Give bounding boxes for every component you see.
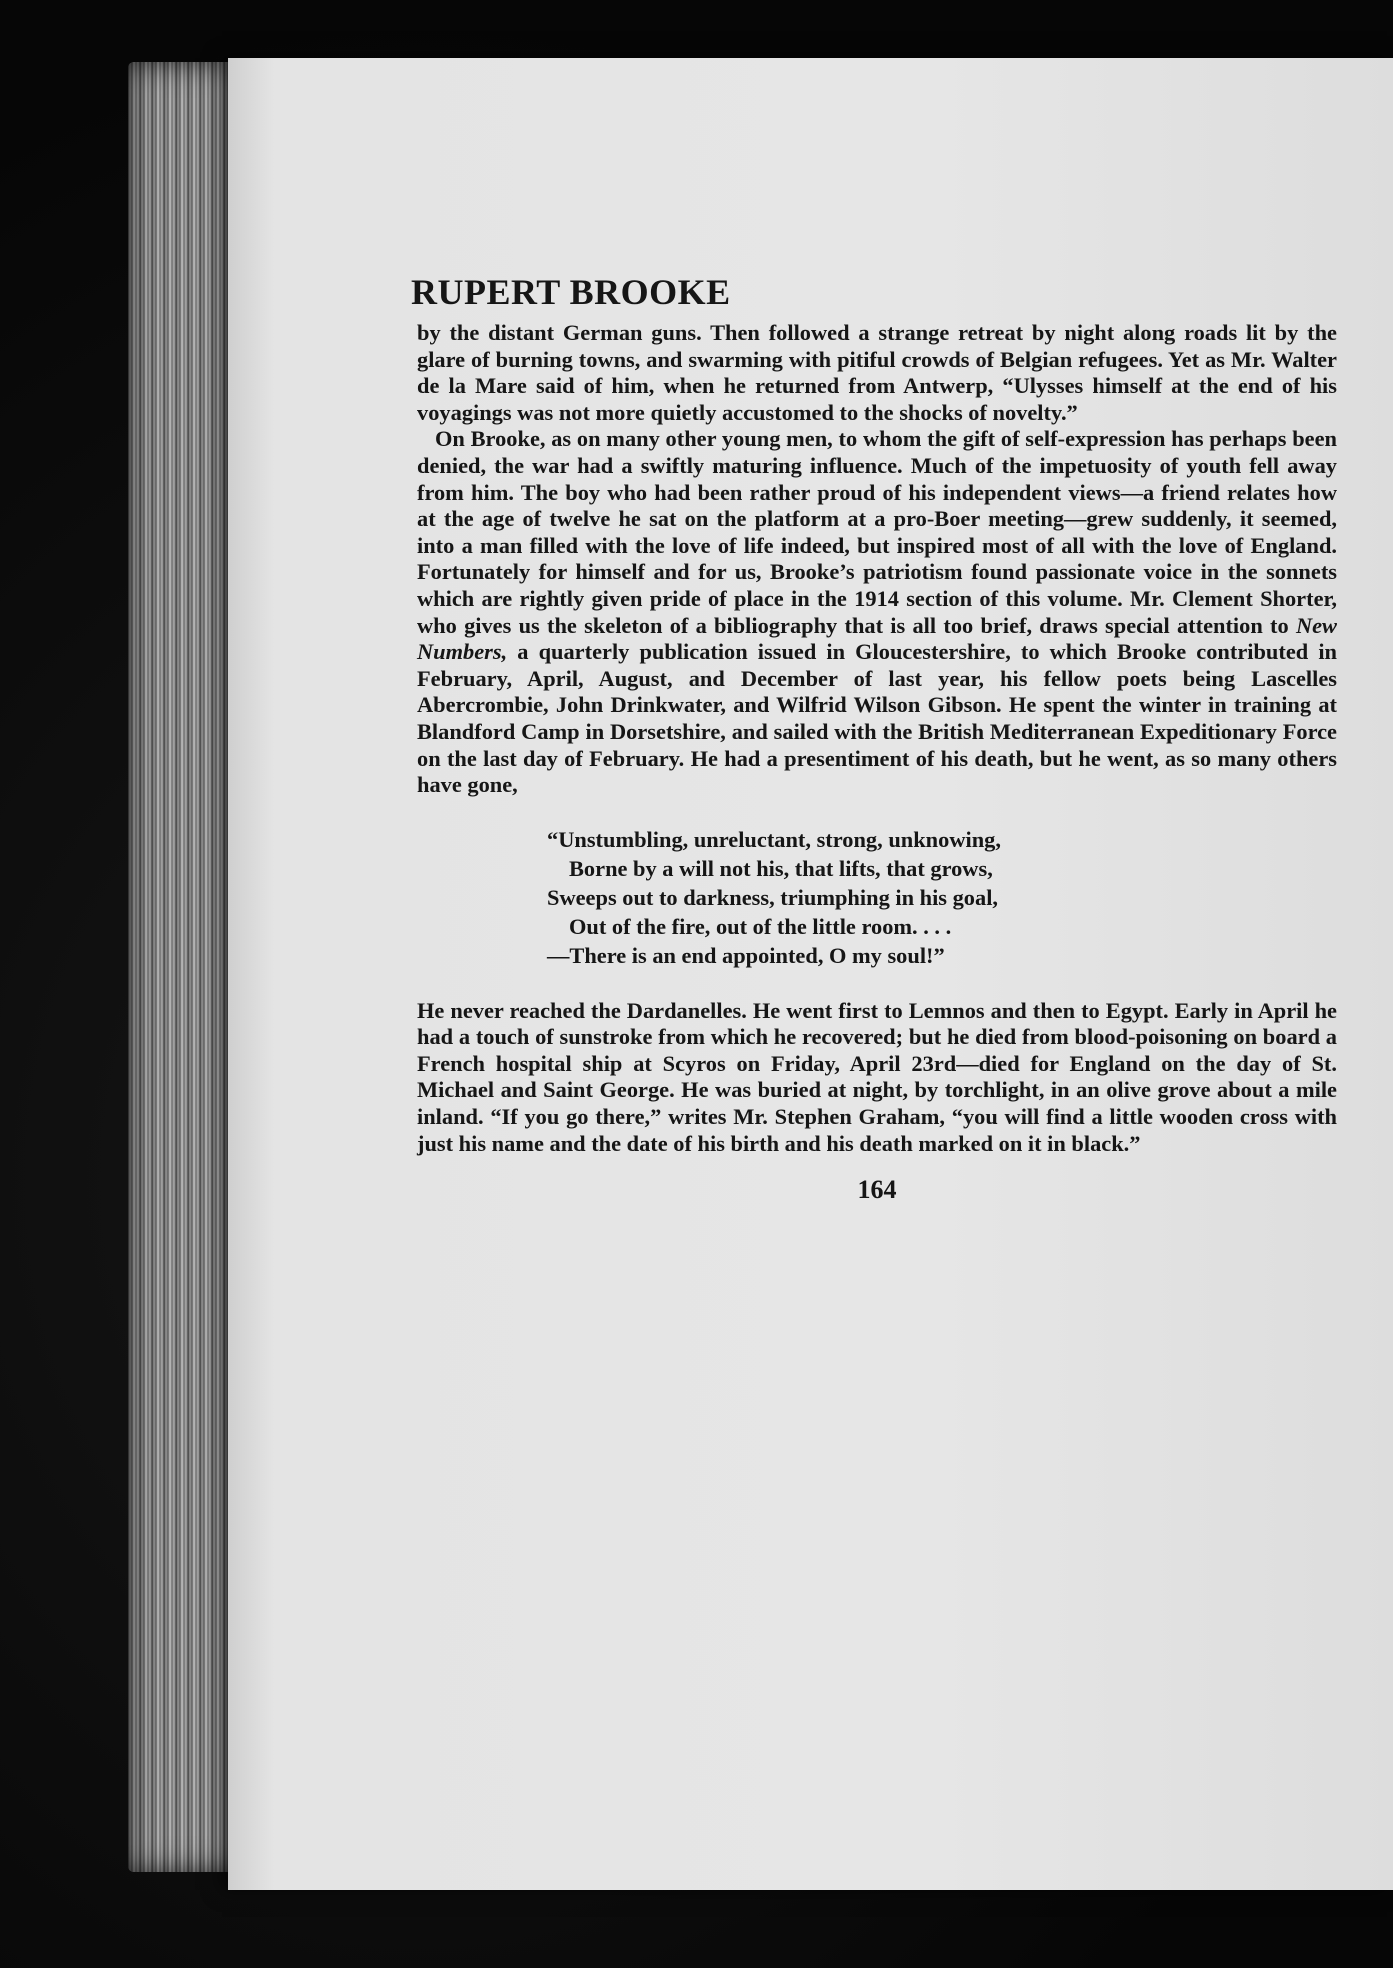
verse-line: “Unstumbling, unreluctant, strong, unknowing, (547, 826, 1001, 852)
verse-line: Borne by a will not his, that lifts, that grows, (569, 855, 993, 881)
book-page (228, 58, 1393, 1890)
paragraph-2 (417, 426, 1337, 798)
closing-paragraph: He never reached the Dardanelles. He went first to Lemnos and then to Egypt. Early in April he had a touch of sunstroke from which he recovered; but he died from blood-poisoning on board a French hospital ship at Scyros on Friday, April 23rd—died for England on the day of St. Michael and Saint George. He was buried at night, by torchlight, in an olive grove about a mile inland. “If you go there,” writes Mr. Stephen Graham, “you will find a little wooden cross with just his name and the date of his birth and his death marked on it in black.” (417, 997, 1337, 1156)
running-head: RUPERT BROOKE (411, 272, 731, 312)
paragraph-2-text: On Brooke, as on many other young men, to whom the gift of self-expression has perhaps been denied, the war had a swiftly maturing influence. Much of the impetuosity of youth fell away from him. The boy who had been rather proud of his independent views—a friend relates how at the age of twelve he sat on the platform at a pro-Boer meeting—grew suddenly, it seemed, into a man filled with the love of life indeed, but inspired most of all with the love of England. Fortunately for himself and for us, Brooke’s patriotism found passionate voice in the sonnets which are rightly given pride of place in the 1914 section of this volume. Mr. Clement Shorter, who gives us the skeleton of a bibliography that is all too brief, draws special attention to (417, 426, 1337, 638)
verse-line: Out of the fire, out of the little room. . . . (569, 913, 952, 939)
italic-title: New Numbers, (417, 612, 1337, 665)
verse-quotation (547, 825, 1337, 970)
paragraph-2-continuation: a quarterly publication issued in Gloucestershire, to which Brooke contributed in February, April, August, and December of last year, his fellow poets being Lascelles Abercrombie, John Drinkwater, and Wilfrid Wilson Gibson. He spent the winter in training at Blandford Camp in Dorsetshire, and sailed with the British Mediterranean Expeditionary Force on the last day of February. He had a presentiment of his death, but he went, as so many others have gone, (417, 639, 1337, 798)
verse-line: Sweeps out to darkness, triumphing in his goal, (547, 884, 999, 910)
text-block (411, 270, 1337, 1205)
page-number: 164 (857, 1175, 897, 1205)
verse-line: —There is an end appointed, O my soul!” (547, 942, 945, 968)
paragraph-1: by the distant German guns. Then followed a strange retreat by night along roads lit by the glare of burning towns, and swarming with pitiful crowds of Belgian refugees. Yet as Mr. Walter de la Mare said of him, when he returned from Antwerp, “Ulysses himself at the end of his voyagings was not more quietly accustomed to the shocks of novelty.” (417, 320, 1337, 425)
